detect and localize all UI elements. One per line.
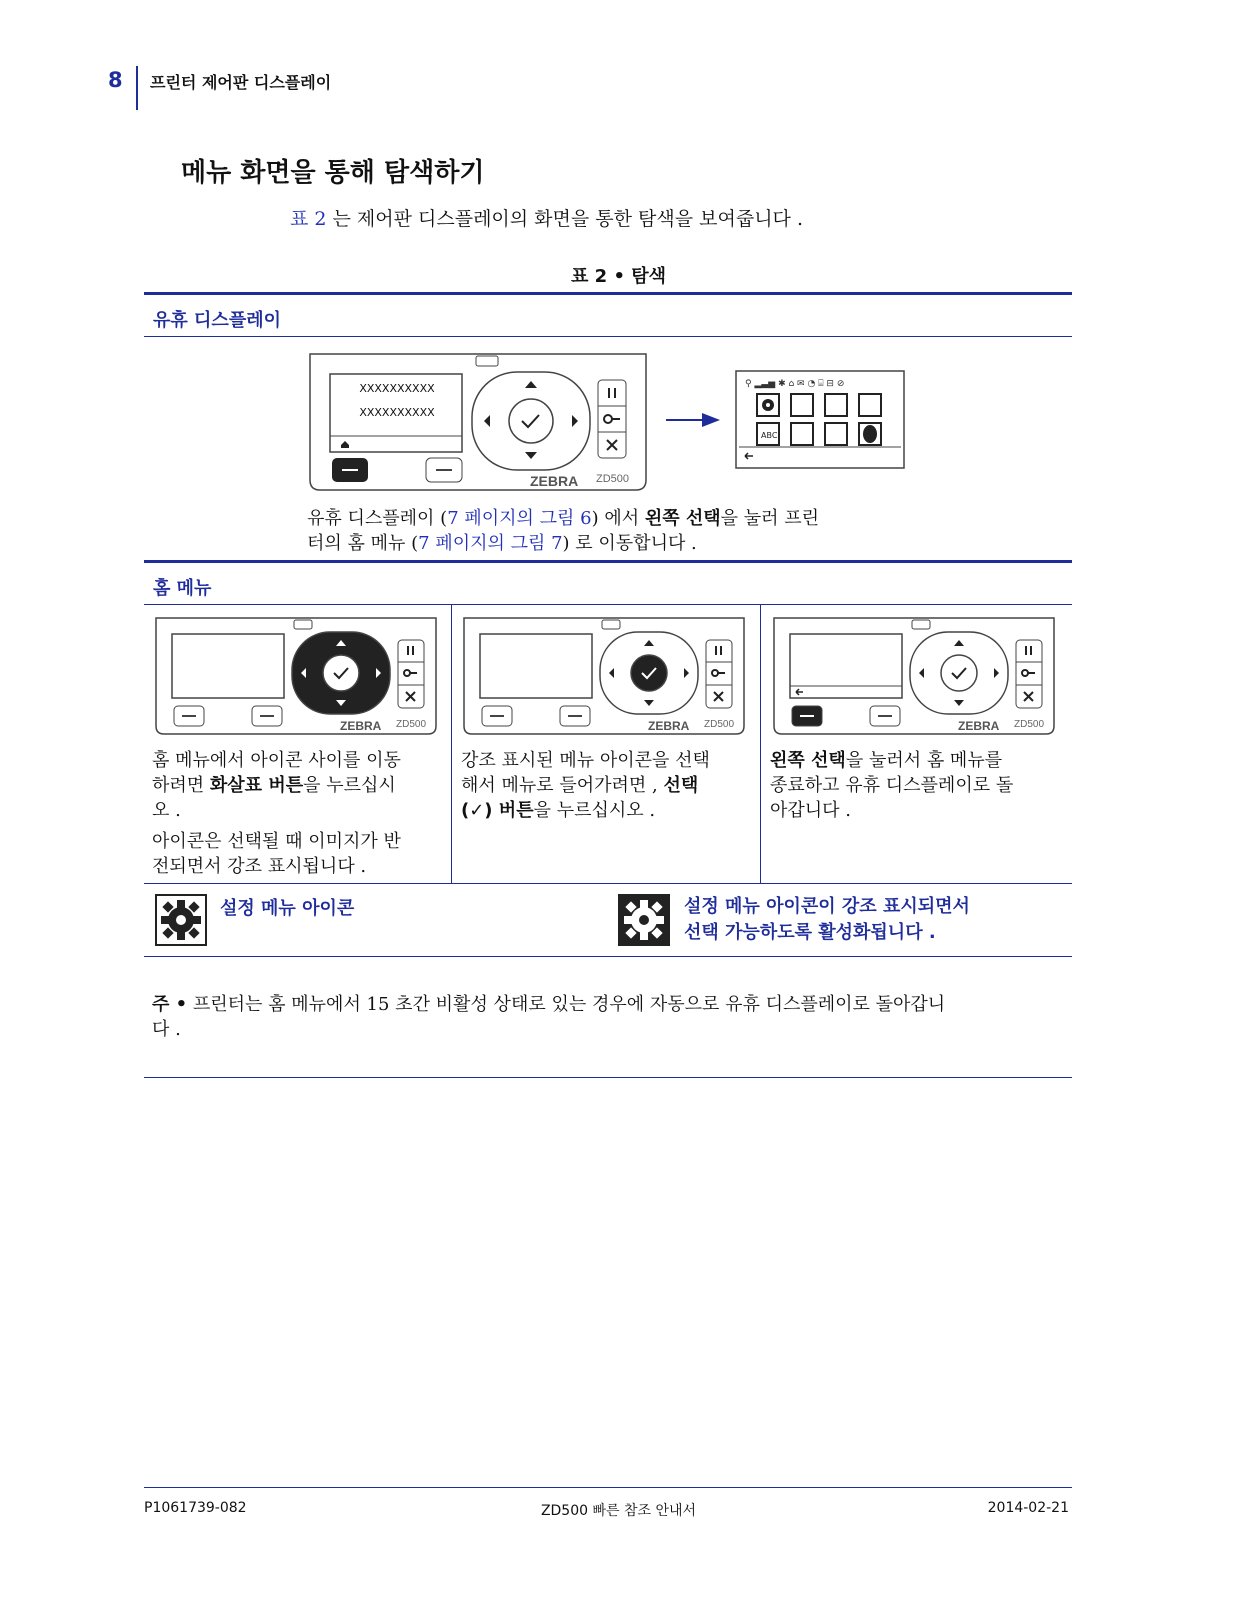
home-heading: 홈 메뉴	[153, 578, 212, 599]
home-col1-text: 홈 메뉴에서 아이콘 사이를 이동 하려면 화살표 버튼을 누르십시 오 . 아이콘은 선택될 때 이미지가 반 전되면서 강조 표시됩니다 .	[152, 750, 401, 877]
home-col2-text: 강조 표시된 메뉴 아이콘을 선택 해서 메뉴로 들어가려면 , 선택 (✓) 버튼을 누르십시오 .	[461, 750, 710, 821]
screen-line-1: XXXXXXXXXX	[359, 382, 435, 395]
svg-text:ZEBRA: ZEBRA	[648, 719, 690, 733]
note-label: 주 •	[152, 994, 188, 1015]
panel-select-highlighted	[462, 616, 746, 736]
model-text: ZD500	[596, 473, 630, 485]
section-title: 메뉴 화면을 통해 탐색하기	[181, 158, 485, 188]
svg-text:ZD500: ZD500	[396, 719, 427, 730]
settings-highlight-label: 설정 메뉴 아이콘이 강조 표시되면서 선택 가능하도록 활성화됩니다 .	[684, 896, 970, 943]
idle-description: 유휴 디스플레이 (7 페이지의 그림 6) 에서 왼쪽 선택을 눌러 프린 터의 홈 메뉴 (7 페이지의 그림 7) 로 이동합니다 .	[307, 508, 820, 554]
footer-rule	[144, 1487, 1072, 1488]
svg-text:ZEBRA: ZEBRA	[340, 719, 382, 733]
page-number: 8	[108, 68, 123, 92]
rule	[144, 883, 1072, 884]
settings-icon-label: 설정 메뉴 아이콘	[220, 898, 355, 919]
idle-display-panel	[308, 352, 648, 492]
svg-text:ZD500: ZD500	[1014, 719, 1045, 730]
header-divider	[136, 66, 138, 110]
rule	[144, 1077, 1072, 1078]
column-divider	[760, 604, 761, 884]
brand-text: ZEBRA	[530, 473, 579, 489]
svg-text:ABC: ABC	[761, 431, 778, 440]
intro-text: 는 제어판 디스플레이의 화면을 통한 탐색을 보여줍니다 .	[326, 208, 803, 230]
rule	[144, 336, 1072, 337]
idle-heading: 유휴 디스플레이	[153, 310, 281, 331]
column-divider	[451, 604, 452, 884]
footer-doc-title: ZD500 빠른 참조 안내서	[540, 1503, 697, 1519]
gear-highlighted-icon	[618, 894, 670, 946]
panel-left-select-highlighted	[772, 616, 1056, 736]
rule	[144, 604, 1072, 605]
table-caption: 표 2 • 탐색	[571, 266, 666, 287]
rule	[144, 560, 1072, 563]
home-menu-screen	[735, 370, 905, 470]
svg-text:ZEBRA: ZEBRA	[958, 719, 1000, 733]
svg-text:⚲ ▂▃▅ ✱ ⌂ ✉ ◔ ⌸ ⊟ ⊘: ⚲ ▂▃▅ ✱ ⌂ ✉ ◔ ⌸ ⊟ ⊘	[745, 379, 845, 389]
table-top-rule	[144, 292, 1072, 295]
panel-arrows-highlighted	[154, 616, 438, 736]
footer-date: 2014-02-21	[987, 1500, 1069, 1516]
table-link[interactable]: 표 2	[290, 208, 327, 230]
right-arrow-icon	[664, 410, 724, 430]
figure6-link[interactable]: 7 페이지의 그림 6	[447, 508, 592, 529]
rule	[144, 956, 1072, 957]
svg-text:ZD500: ZD500	[704, 719, 735, 730]
note: 주 • 프린터는 홈 메뉴에서 15 초간 비활성 상태로 있는 경우에 자동으로 유휴 디스플레이로 돌아갑니 다 .	[152, 994, 946, 1040]
figure7-link[interactable]: 7 페이지의 그림 7	[418, 533, 563, 554]
screen-line-2: XXXXXXXXXX	[359, 406, 435, 419]
chapter-title: 프린터 제어판 디스플레이	[150, 73, 332, 92]
home-col3-text: 왼쪽 선택을 눌러서 홈 메뉴를 종료하고 유휴 디스플레이로 돌 아갑니다 .	[770, 750, 1014, 821]
gear-icon	[155, 894, 207, 946]
intro-paragraph	[290, 204, 803, 231]
footer-doc-number: P1061739-082	[144, 1500, 247, 1516]
